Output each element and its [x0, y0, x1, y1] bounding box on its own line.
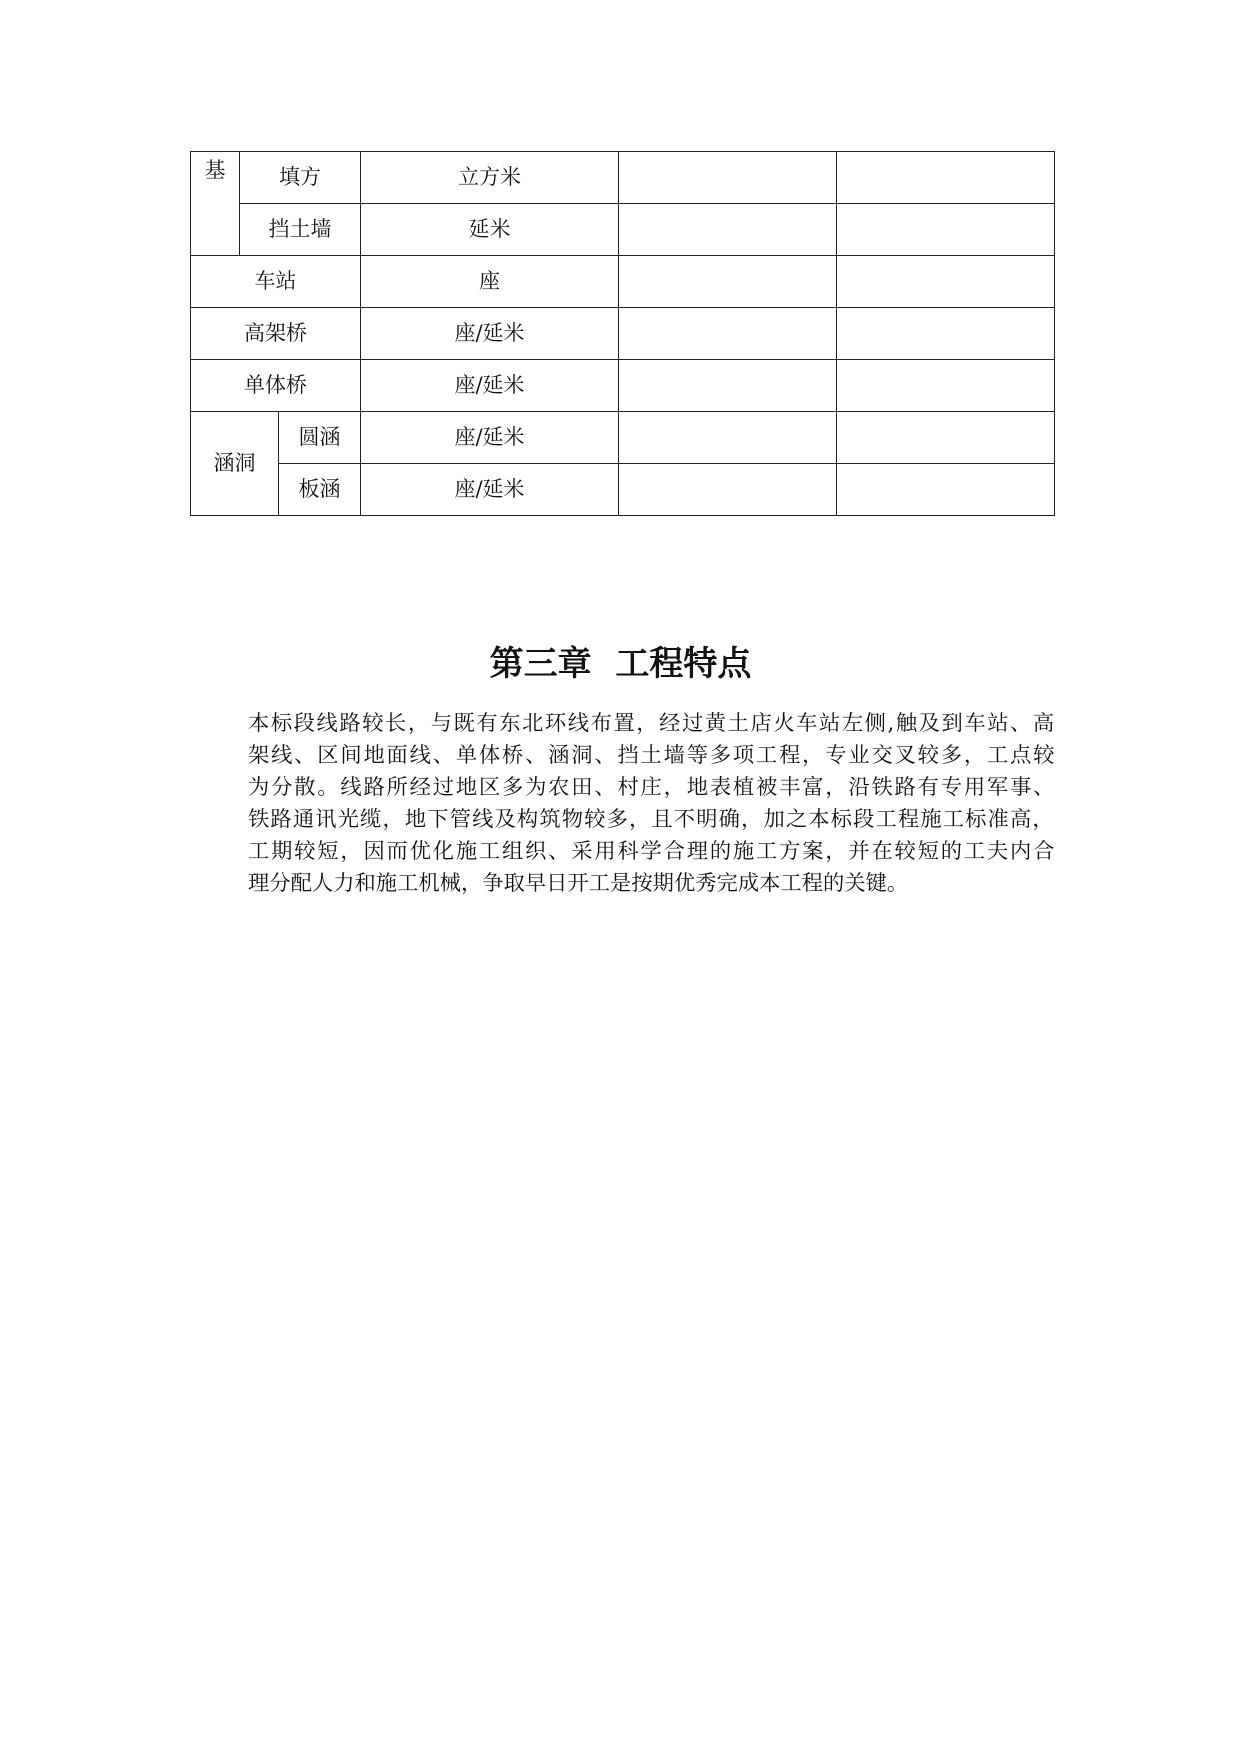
chapter-title: 第三章 工程特点 — [489, 644, 752, 684]
empty-cell — [837, 360, 1055, 412]
item-cell: 圆涵 — [279, 412, 361, 464]
unit-cell: 座/延米 — [361, 308, 619, 360]
item-cell: 挡土墙 — [240, 204, 361, 256]
empty-cell — [837, 464, 1055, 516]
table-row — [191, 256, 1055, 308]
unit-cell: 延米 — [361, 204, 619, 256]
paragraph-line: 为分散。线路所经过地区多为农田、村庄，地表植被丰富，沿铁路有专用军事、 — [248, 775, 1057, 800]
item-cell: 单体桥 — [191, 360, 361, 412]
table-row — [191, 412, 1055, 464]
empty-cell — [837, 308, 1055, 360]
item-cell: 板涵 — [279, 464, 361, 516]
empty-cell — [619, 360, 837, 412]
empty-cell — [837, 412, 1055, 464]
table-row — [191, 464, 1055, 516]
empty-cell — [837, 204, 1055, 256]
empty-cell — [837, 256, 1055, 308]
paragraph-line: 架线、区间地面线、单体桥、涵洞、挡土墙等多项工程，专业交叉较多，工点较 — [248, 743, 1057, 768]
unit-cell: 立方米 — [361, 152, 619, 204]
empty-cell — [619, 412, 837, 464]
unit-cell: 座/延米 — [361, 360, 619, 412]
empty-cell — [619, 308, 837, 360]
table-row — [191, 360, 1055, 412]
empty-cell — [619, 204, 837, 256]
quantity-table — [190, 151, 1055, 516]
item-cell: 车站 — [191, 256, 361, 308]
empty-cell — [837, 152, 1055, 204]
table-row — [191, 204, 1055, 256]
table-row — [191, 308, 1055, 360]
empty-cell — [619, 464, 837, 516]
paragraph-line: 工期较短，因而优化施工组织、采用科学合理的施工方案，并在较短的工夫内合 — [248, 839, 1057, 864]
empty-cell — [619, 152, 837, 204]
paragraph-line: 理分配人力和施工机械，争取早日开工是按期优秀完成本工程的关键。 — [248, 871, 909, 896]
paragraph-line: 铁路通讯光缆，地下管线及构筑物较多，且不明确，加之本标段工程施工标准高， — [248, 807, 1055, 832]
paragraph-line: 本标段线路较长，与既有东北环线布置，经过黄土店火车站左侧,触及到车站、高 — [248, 711, 1056, 736]
item-cell: 填方 — [240, 152, 361, 204]
table-row — [191, 152, 1055, 204]
item-cell: 高架桥 — [191, 308, 361, 360]
unit-cell: 座/延米 — [361, 464, 619, 516]
empty-cell — [619, 256, 837, 308]
unit-cell: 座/延米 — [361, 412, 619, 464]
group-cell: 基 — [191, 152, 240, 256]
chapter-paragraph — [248, 708, 1057, 900]
group-cell: 涵洞 — [191, 412, 279, 516]
unit-cell: 座 — [361, 256, 619, 308]
